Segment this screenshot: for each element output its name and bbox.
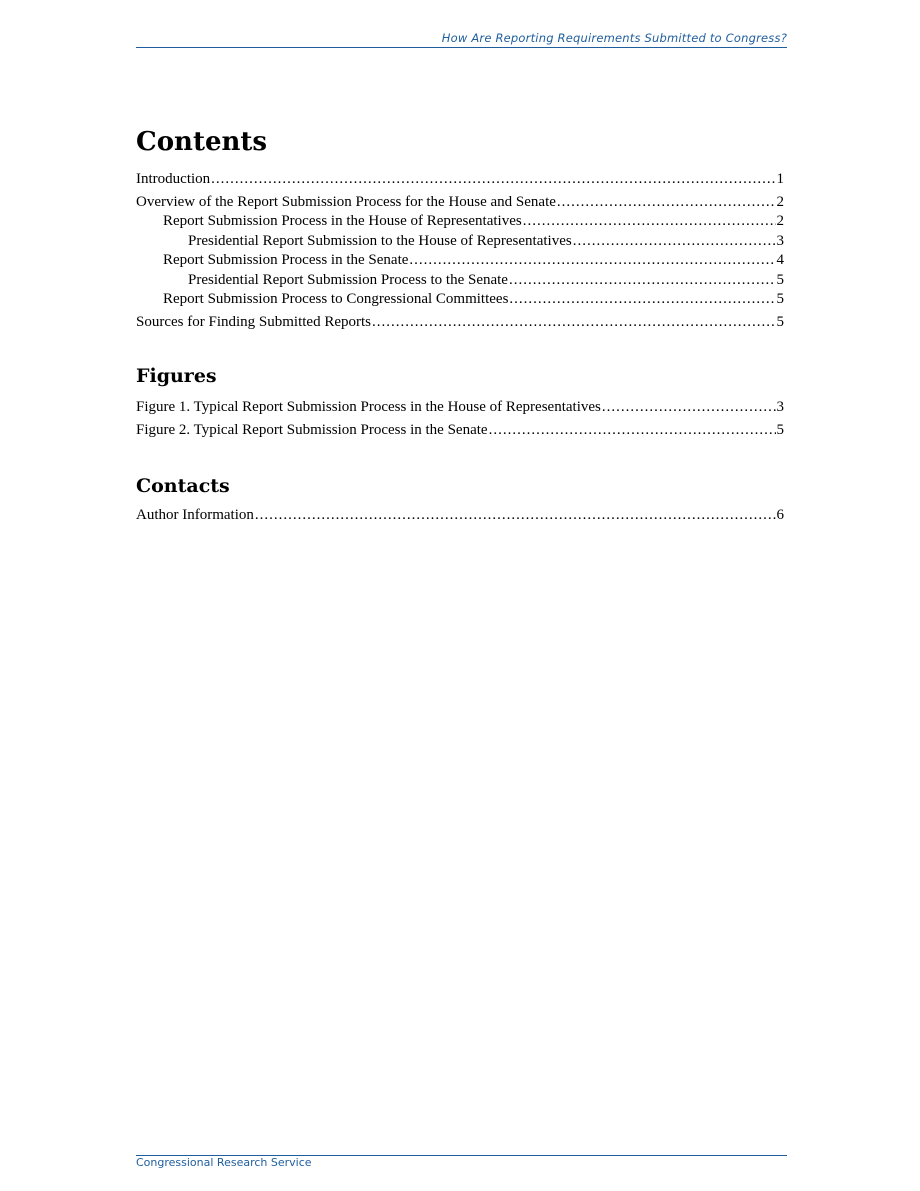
toc-entry-page: 4 bbox=[776, 252, 784, 268]
toc-entry-page: 1 bbox=[776, 171, 784, 187]
toc-entry-page: 2 bbox=[776, 193, 784, 210]
figure-entry[interactable] bbox=[136, 419, 784, 442]
toc-entry-label: Overview of the Report Submission Process for the House and Senate bbox=[136, 193, 556, 210]
toc-entry[interactable] bbox=[136, 212, 784, 232]
toc-entry-label: Report Submission Process to Congressional Committees bbox=[163, 291, 509, 307]
contacts-heading: Contacts bbox=[136, 475, 230, 497]
figure-entry-label: Figure 1. Typical Report Submission Process in the House of Representatives bbox=[136, 399, 601, 415]
contact-entry-page: 6 bbox=[776, 507, 784, 523]
dot-leader bbox=[255, 506, 776, 526]
toc-entry[interactable] bbox=[136, 170, 784, 190]
dot-leader bbox=[573, 232, 776, 252]
footer-text: Congressional Research Service bbox=[136, 1156, 312, 1169]
dot-leader bbox=[489, 419, 776, 442]
dot-leader bbox=[409, 251, 775, 271]
figure-entry-page: 5 bbox=[776, 422, 784, 438]
dot-leader bbox=[557, 193, 776, 213]
toc-entry[interactable] bbox=[136, 313, 784, 333]
toc-entry[interactable] bbox=[136, 251, 784, 271]
figure-entry-label: Figure 2. Typical Report Submission Process in the Senate bbox=[136, 422, 488, 438]
running-header: How Are Reporting Requirements Submitted to Congress? bbox=[441, 31, 787, 45]
dot-leader bbox=[372, 313, 776, 333]
toc-entry-label: Report Submission Process in the Senate bbox=[163, 252, 409, 268]
contact-entry[interactable] bbox=[136, 506, 784, 526]
header-divider bbox=[136, 47, 787, 48]
toc-entry-page: 5 bbox=[776, 313, 784, 330]
dot-leader bbox=[523, 212, 776, 232]
toc-entry-label: Presidential Report Submission to the House of Representatives bbox=[188, 232, 572, 249]
figure-entry-page: 3 bbox=[776, 399, 784, 415]
toc-entry-label: Report Submission Process in the House of Representatives bbox=[163, 213, 522, 229]
page-content bbox=[136, 124, 784, 526]
contents-heading: Contents bbox=[136, 127, 268, 157]
dot-leader bbox=[211, 170, 775, 190]
toc-entry[interactable] bbox=[136, 193, 784, 213]
toc-entry-label: Presidential Report Submission Process to the Senate bbox=[188, 271, 508, 288]
toc-entry-page: 5 bbox=[776, 291, 784, 307]
figure-entry[interactable] bbox=[136, 396, 784, 419]
toc-entry-page: 2 bbox=[776, 213, 784, 229]
dot-leader bbox=[602, 396, 776, 419]
figures-heading: Figures bbox=[136, 365, 217, 387]
toc-entry[interactable] bbox=[136, 232, 784, 252]
figures-list bbox=[136, 396, 784, 442]
toc-entry[interactable] bbox=[136, 290, 784, 310]
dot-leader bbox=[509, 290, 775, 310]
toc-entry-page: 5 bbox=[776, 271, 784, 288]
toc-entry[interactable] bbox=[136, 271, 784, 291]
contacts-section bbox=[136, 472, 784, 526]
dot-leader bbox=[509, 271, 776, 291]
figures-section bbox=[136, 362, 784, 442]
toc-entry-label: Sources for Finding Submitted Reports bbox=[136, 313, 371, 330]
contacts-list bbox=[136, 506, 784, 526]
contact-entry-label: Author Information bbox=[136, 507, 254, 523]
toc-entry-label: Introduction bbox=[136, 171, 211, 187]
toc-entry-page: 3 bbox=[776, 232, 784, 249]
contents-list bbox=[136, 170, 784, 332]
